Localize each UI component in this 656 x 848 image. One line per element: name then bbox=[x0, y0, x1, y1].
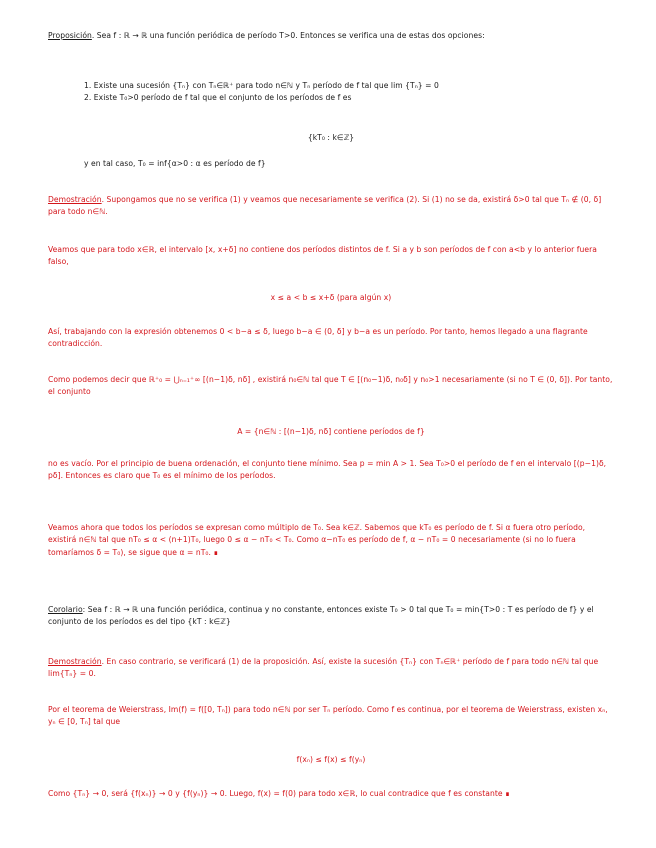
set-a-formula: A = {n∈ℕ : [(n−1)δ, nδ] contiene períodos de f} bbox=[237, 427, 425, 436]
weierstrass-paragraph: Por el teorema de Weierstrass, Im(f) = f([0, Tₙ]) para todo n∈ℕ por ser Tₙ período. Como f es continua, por el teorema de Weierstrass, existen xₙ, yₙ ∈ [0, Tₙ] tal que bbox=[48, 705, 608, 727]
demonstration-2-paragraph bbox=[48, 656, 614, 681]
contradiction-paragraph: Así, trabajando con la expresión obtenemos 0 < b−a ≤ δ, luego b−a ∈ (0, δ] y b−a es un período. Por tanto, hemos llegado a una flagrante contradicción. bbox=[48, 327, 588, 349]
corollary-text: : Sea f : ℝ → ℝ una función periódica, continua y no constante, entonces existe T₀ > 0 tal que T₀ = min{T>0 : T es período de f} y el conjunto de los períodos es del tipo {kT : k∈ℤ} bbox=[48, 605, 594, 627]
options-list bbox=[84, 80, 614, 105]
demonstration-text: . Supongamos que no se verifica (1) y veamos que necesariamente se verifica (2). Si (1) no se da, existirá δ>0 tal que Tₙ ∉ (0, δ] para todo n∈ℕ. bbox=[48, 195, 602, 217]
proposition-paragraph bbox=[48, 30, 614, 42]
demonstration-2-label: Demostración bbox=[48, 657, 102, 666]
demonstration-paragraph bbox=[48, 194, 614, 219]
union-paragraph: Como podemos decir que ℝ⁺₀ = ⋃ₙ₌₁⁺∞ [(n−1)δ, nδ] , existirá n₀∈ℕ tal que T ∈ [(n₀−1)δ, n₀δ] y n₀>1 necesariamente (si no T ∈ (0, δ]). Por tanto, el conjunto bbox=[48, 375, 613, 397]
demonstration-label: Demostración bbox=[48, 195, 102, 204]
interval-paragraph: Veamos que para todo x∈ℝ, el intervalo [x, x+δ] no contiene dos períodos distintos de f. Si a y b son períodos de f con a<b y lo anterior fuera falso, bbox=[48, 245, 597, 267]
option-item: 1. Existe una sucesión {Tₙ} con Tₙ∈ℝ⁺ para todo n∈ℕ y Tₙ período de f tal que lim {Tₙ} = 0 bbox=[84, 81, 439, 90]
inequality-formula: x ≤ a < b ≤ x+δ (para algún x) bbox=[270, 293, 392, 302]
t0-definition: y en tal caso, T₀ = inf{α>0 : α es período de f} bbox=[84, 159, 266, 168]
proposition-label: Proposición bbox=[48, 31, 92, 40]
proposition-text: . Sea f : ℝ → ℝ una función periódica de período T>0. Entonces se verifica una de estas dos opciones: bbox=[91, 31, 485, 40]
corollary-paragraph bbox=[48, 604, 614, 629]
corollary-label: Corolario bbox=[48, 605, 83, 614]
good-ordering-paragraph: no es vacío. Por el principio de buena ordenación, el conjunto tiene mínimo. Sea p = min A > 1. Sea T₀>0 el período de f en el intervalo [(p−1)δ, pδ]. Entonces es claro que T₀ es el mínimo de los períodos. bbox=[48, 459, 607, 481]
multiples-paragraph: Veamos ahora que todos los períodos se expresan como múltiplo de T₀. Sea k∈ℤ. Sabemos que kT₀ es período de f. Si α fuera otro período, existirá n∈ℕ tal que nT₀ ≤ α < (n+1)T₀, luego 0 ≤ α − nT₀ < T₀. Como α−nT₀ es período de f, α − nT₀ = 0 necesariamente (si no lo fuera tomaríamos δ = T₀), se sigue que α = nT₀. ∎ bbox=[48, 523, 586, 557]
conclusion-paragraph: Como {Tₙ} → 0, será {f(xₙ)} → 0 y {f(yₙ)} → 0. Luego, f(x) = f(0) para todo x∈ℝ, lo cual contradice que f es constante ∎ bbox=[48, 789, 510, 798]
periods-set-formula: {kT₀ : k∈ℤ} bbox=[307, 133, 355, 142]
demonstration-2-text: . En caso contrario, se verificará (1) de la proposición. Así, existe la sucesión {Tₙ} con Tₙ∈ℝ⁺ período de f para todo n∈ℕ tal que lim{Tₙ} = 0. bbox=[48, 657, 599, 679]
option-item: 2. Existe T₀>0 período de f tal que el conjunto de los períodos de f es bbox=[84, 93, 352, 103]
bounds-formula: f(xₙ) ≤ f(x) ≤ f(yₙ) bbox=[296, 755, 366, 764]
